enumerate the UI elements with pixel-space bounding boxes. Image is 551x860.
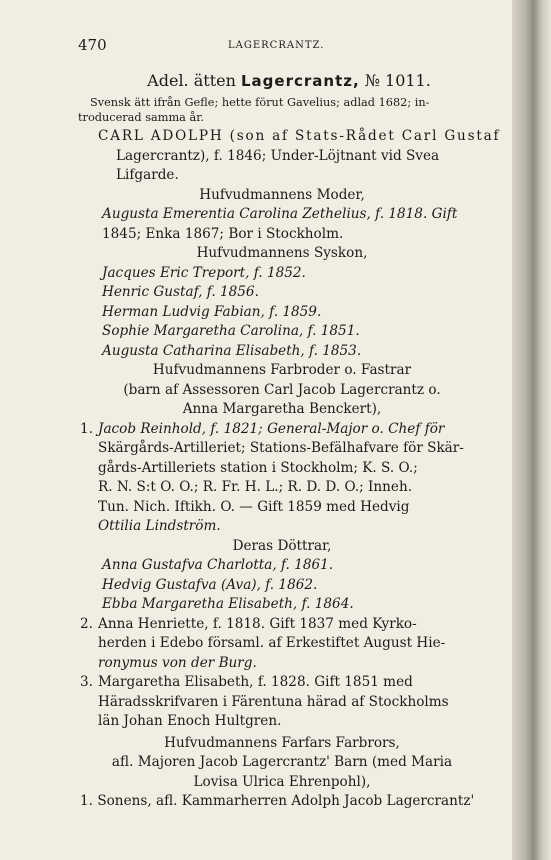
sibling-item: Herman Ludvig Fabian, f. 1859. xyxy=(102,303,322,320)
entry-line: Sonens, afl. Kammarherren Adolph Jacob Lagercrantz' xyxy=(97,793,475,809)
entry-line: R. N. S:t O. O.; R. Fr. H. L.; R. D. D. O.; Inneh. xyxy=(98,479,413,495)
page-content xyxy=(76,70,501,812)
intro-line: troducerad samma år. xyxy=(78,111,204,124)
mother-line: 1845; Enka 1867; Bor i Stockholm. xyxy=(102,225,344,242)
running-title: LAGERCRANTZ. xyxy=(228,40,325,51)
granduncle-heading-line: Lovisa Ulrica Ehrenpohl), xyxy=(193,773,371,790)
granduncle-heading xyxy=(76,734,488,793)
family-title-prefix: Adel. ätten xyxy=(147,71,236,90)
entry-line: gårds-Artilleriets station i Stockholm; K. S. O.; xyxy=(98,459,418,476)
siblings-heading: Hufvudmannens Syskon, xyxy=(196,245,368,261)
family-title xyxy=(90,70,488,92)
entry-line: Skärgårds-Artilleriet; Stations-Befälhafvare för Skär- xyxy=(98,440,464,456)
daughters-heading: Deras Döttrar, xyxy=(232,537,332,554)
family-name: Lagercrantz, xyxy=(241,72,360,90)
granduncle-heading-line: afl. Majoren Jacob Lagercrantz' Barn (med Maria xyxy=(111,754,453,770)
entry-line: Tun. Nich. Iftikh. O. — Gift 1859 med Hedvig xyxy=(98,498,410,515)
siblings-list xyxy=(76,264,488,362)
entry-line: herden i Edebo församl. af Erkestiftet August Hie- xyxy=(98,635,446,651)
uncle-heading xyxy=(76,361,488,420)
head-line: Lagercrantz), f. 1846; Under-Löjtnant vid Svea xyxy=(116,147,440,164)
sibling-item: Jacques Eric Treport, f. 1852. xyxy=(102,264,306,281)
sibling-item: Sophie Margaretha Carolina, f. 1851. xyxy=(102,323,360,339)
entry-line: Margaretha Elisabeth, f. 1828. Gift 1851 med xyxy=(98,674,413,690)
last-entry xyxy=(76,792,488,812)
aunt-entry xyxy=(76,615,488,674)
mother-line: Augusta Emerentia Carolina Zethelius, f. 1818. Gift xyxy=(102,206,458,222)
sibling-item: Augusta Catharina Elisabeth, f. 1853. xyxy=(102,342,362,359)
entry-line: län Johan Enoch Hultgren. xyxy=(98,713,282,729)
head-line: Lifgarde. xyxy=(116,167,179,183)
entry-number: 1. xyxy=(80,420,93,437)
aunt-entry xyxy=(76,673,488,732)
entry-line: Häradsskrifvaren i Färentuna härad af Stockholms xyxy=(98,693,449,710)
daughter-item: Hedvig Gustafva (Ava), f. 1862. xyxy=(102,576,318,593)
book-spine xyxy=(512,0,551,860)
daughters-list xyxy=(76,556,488,615)
mother-heading: Hufvudmannens Moder, xyxy=(199,186,365,203)
sibling-item: Henric Gustaf, f. 1856. xyxy=(102,284,259,300)
daughter-item: Anna Gustafva Charlotta, f. 1861. xyxy=(102,557,334,573)
entry-number: 1. xyxy=(80,793,93,809)
entry-number: 2. xyxy=(80,615,93,632)
family-number: № 1011. xyxy=(364,71,431,90)
intro-line: Svensk ätt ifrån Gefle; hette förut Gavelius; adlad 1682; in- xyxy=(90,96,430,109)
uncle-heading-line: Anna Margaretha Benckert), xyxy=(182,401,382,417)
head-of-family xyxy=(76,127,501,186)
entry-line: Ottilia Lindström. xyxy=(98,518,221,534)
daughter-item: Ebba Margaretha Elisabeth, f. 1864. xyxy=(102,596,354,612)
entry-line: Anna Henriette, f. 1818. Gift 1837 med Kyrko- xyxy=(98,615,417,632)
entry-number: 3. xyxy=(80,674,93,690)
intro-paragraph xyxy=(76,95,488,125)
granduncle-heading-line: Hufvudmannens Farfars Farbrors, xyxy=(164,734,400,751)
uncle-heading-line: (barn af Assessoren Carl Jacob Lagercrantz o. xyxy=(123,381,441,398)
entry-line: ronymus von der Burg. xyxy=(98,654,257,671)
mother-entry xyxy=(76,205,488,244)
uncle-entry xyxy=(76,420,488,537)
head-line: CARL ADOLPH (son af Stats-Rådet Carl Gustaf xyxy=(98,128,501,144)
entry-line: Jacob Reinhold, f. 1821; General-Major o. Chef för xyxy=(98,420,445,437)
uncle-heading-line: Hufvudmannens Farbroder o. Fastrar xyxy=(152,362,412,378)
page-number: 470 xyxy=(78,36,107,54)
